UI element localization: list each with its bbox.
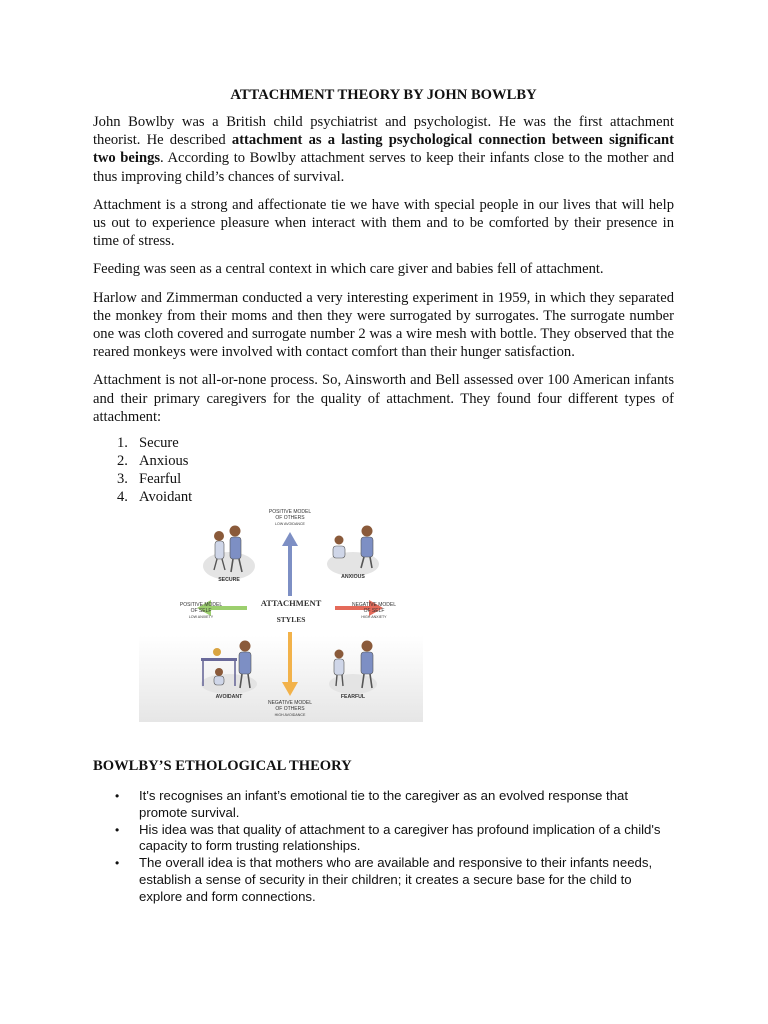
section-heading-ethological-theory: BOWLBY’S ETHOLOGICAL THEORY: [93, 758, 352, 775]
list-item: • The overall idea is that mothers who are available and responsive to their infants needs, establish a sense of security in their children; it creates a secure base for the child to explore and form connections.: [115, 855, 653, 904]
list-item: 3. Fearful: [117, 471, 182, 488]
left-axis-label-3: LOW ANXIETY: [188, 615, 214, 620]
avoidant-illustration: [201, 641, 257, 695]
attachment-types-list: [93, 434, 674, 506]
right-axis-label-1: NEGATIVE MODEL: [351, 602, 397, 609]
left-axis-label-2: OF SELF: [190, 608, 212, 615]
attachment-definition-bold: attachment as a lasting psychological connection between significant two beings: [93, 132, 674, 167]
bottom-axis-label-1: NEGATIVE MODEL: [267, 700, 313, 707]
paragraph-feeding: Feeding was seen as a central context in which care giver and babies fell of attachment.: [93, 261, 604, 278]
bullet-icon: •: [115, 822, 120, 837]
document-page: [93, 86, 674, 906]
top-axis-label-2: OF OTHERS: [275, 515, 305, 522]
vertical-axis-arrow: [282, 532, 298, 696]
quadrant-label-anxious: ANXIOUS: [341, 574, 365, 581]
list-item: 2. Anxious: [117, 453, 189, 470]
list-item: 4. Avoidant: [117, 489, 193, 506]
quadrant-label-fearful: FEARFUL: [340, 694, 366, 701]
list-item: 1. Secure: [117, 435, 179, 452]
paragraph-harlow-experiment: Harlow and Zimmerman conducted a very interesting experiment in 1959, in which they separated the monkey from their moms and then they were surrogated by surrogates. The surrogate number one was cloth covered and surrogate number 2 was a wire mesh with bottle. They observed that the reared monkeys were involved with contact comfort than their hunger satisfaction.: [93, 289, 674, 361]
top-axis-label-3: LOW AVOIDANCE: [275, 522, 305, 527]
ethological-theory-bullets: [93, 788, 674, 906]
quadrant-label-secure: SECURE: [218, 577, 240, 584]
intro-text-end: . According to Bowlby attachment serves to keep their infants close to the mother and thus improving child’s chances of survival.: [93, 150, 674, 185]
attachment-styles-figure: [139, 506, 423, 722]
bullet-icon: •: [115, 789, 120, 804]
anxious-illustration: [327, 526, 379, 577]
secure-illustration: [203, 526, 255, 584]
paragraph-attachment-tie: Attachment is a strong and affectionate tie we have with special people in our lives that will help us out to experience pleasure when interact with them and to be comforted by their presence in time of stress.: [93, 196, 674, 250]
right-axis-label-3: HIGH ANXIETY: [361, 615, 387, 620]
diagram-center-subtitle: STYLES: [276, 615, 306, 625]
list-item: • It's recognises an infant’s emotional tie to the caregiver as an evolved response that promote survival.: [115, 788, 629, 820]
paragraph-ainsworth: Attachment is not all-or-none process. So, Ainsworth and Bell assessed over 100 American infants and their primary caregivers for the quality of attachment. They found four different types of attachment:: [93, 372, 674, 425]
attachment-styles-diagram: [139, 506, 423, 722]
fearful-illustration: [329, 641, 377, 695]
quadrant-label-avoidant: AVOIDANT: [215, 694, 243, 701]
list-item: • His idea was that quality of attachment to a caregiver has profound implication of a child's capacity to form trusting relationships.: [115, 821, 661, 854]
right-axis-label-2: OF SELF: [363, 608, 385, 615]
top-axis-label-1: POSITIVE MODEL: [268, 509, 312, 516]
intro-text-start: John Bowlby was a British child psychiatrist and psychologist. He was the first attachment theorist. He described: [93, 114, 674, 149]
bottom-axis-label-2: OF OTHERS: [275, 706, 305, 713]
paragraph-bowlby-intro: [93, 113, 674, 186]
bullet-icon: •: [115, 856, 120, 871]
diagram-center-title: ATTACHMENT: [260, 598, 322, 609]
document-title: ATTACHMENT THEORY BY JOHN BOWLBY: [230, 87, 537, 103]
bottom-axis-label-3: HIGH AVOIDANCE: [274, 713, 306, 718]
left-axis-label-1: POSITIVE MODEL: [179, 602, 223, 609]
